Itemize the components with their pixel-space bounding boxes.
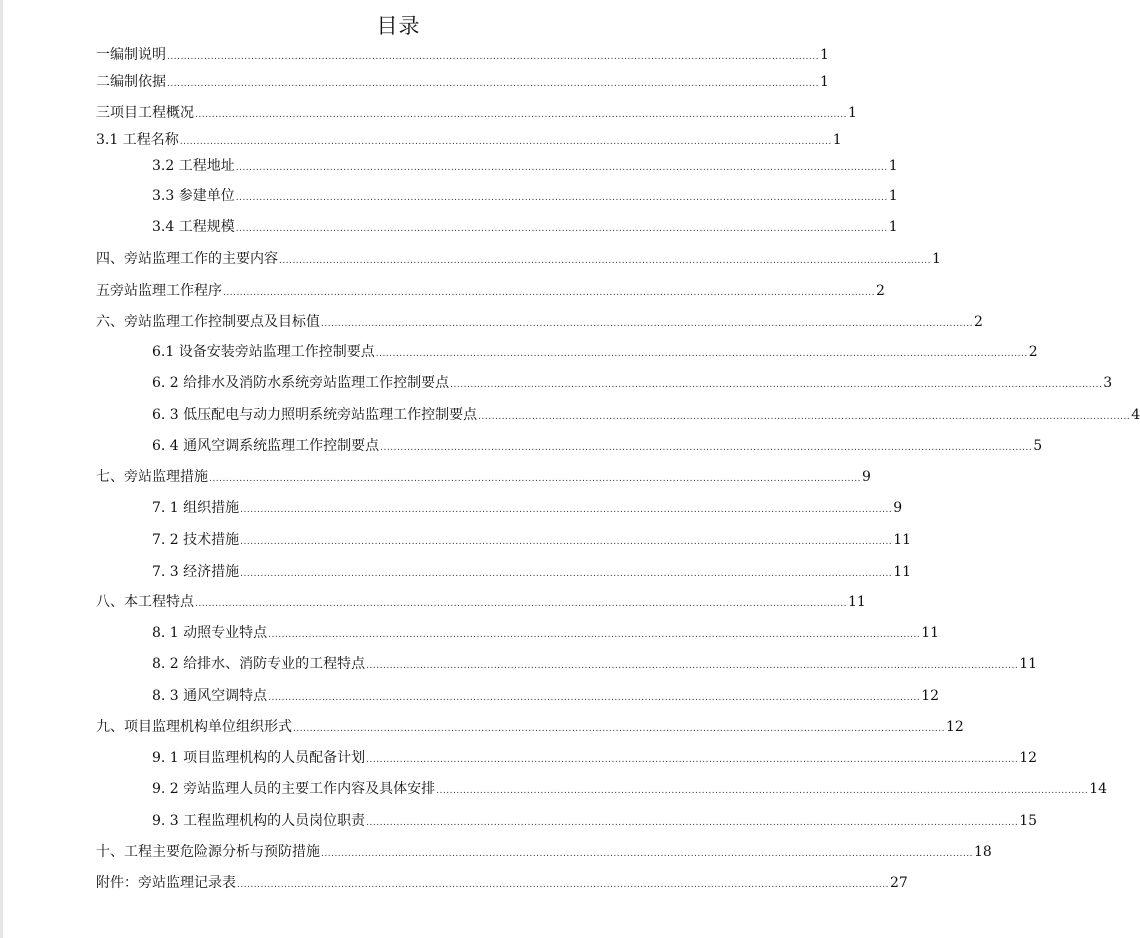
toc-leader-dots: .................................................................................................................................................................................................. [240, 569, 893, 579]
toc-entry-label: 7. 1 组织措施 [152, 500, 240, 516]
toc-entry[interactable] [152, 562, 912, 582]
toc-entry-page: 2 [974, 314, 983, 330]
toc-entry-page: 12 [946, 719, 964, 735]
toc-entry-page: 11 [921, 625, 940, 641]
toc-entry-page: 9 [862, 469, 871, 485]
toc-entry[interactable] [152, 342, 1038, 362]
toc-entry-page: 11 [848, 594, 866, 610]
toc-leader-dots: .................................................................................................................................................................................................. [380, 443, 1033, 453]
toc-entry-label: 四、旁站监理工作的主要内容 [96, 251, 278, 267]
toc-entry[interactable] [96, 130, 842, 150]
toc-leader-dots: .................................................................................................................................................................................................. [240, 537, 893, 547]
toc-title: 目录 [376, 14, 421, 38]
toc-leader-dots: .................................................................................................................................................................................................. [268, 693, 921, 703]
toc-entry-label: 六、旁站监理工作控制要点及目标值 [96, 314, 320, 330]
toc-leader-dots: .................................................................................................................................................................................................. [436, 786, 1089, 796]
toc-entry-page: 12 [1019, 750, 1038, 766]
toc-entry-page: 27 [890, 875, 908, 891]
toc-entry-page: 9 [893, 500, 903, 516]
toc-entry-page: 4 [1131, 407, 1140, 423]
toc-leader-dots: .................................................................................................................................................................................................. [237, 880, 890, 890]
toc-entry[interactable] [152, 623, 940, 643]
toc-entry-page: 1 [932, 251, 941, 267]
toc-entry-page: 11 [1019, 656, 1038, 672]
toc-entry-label: 十、工程主要危险源分析与预防措施 [96, 844, 320, 860]
toc-entry-label: 二编制依据 [96, 74, 166, 90]
toc-leader-dots: .................................................................................................................................................................................................. [167, 52, 820, 62]
toc-leader-dots: .................................................................................................................................................................................................. [321, 849, 974, 859]
toc-leader-dots: .................................................................................................................................................................................................. [195, 599, 848, 609]
toc-entry-page: 11 [893, 532, 912, 548]
toc-leader-dots: .................................................................................................................................................................................................. [450, 380, 1103, 390]
toc-entry[interactable] [152, 811, 1038, 831]
toc-entry-label: 6.1 设备安装旁站监理工作控制要点 [152, 344, 375, 360]
toc-entry[interactable] [96, 842, 992, 862]
toc-entry[interactable] [96, 312, 983, 332]
toc-leader-dots: .................................................................................................................................................................................................. [179, 137, 832, 147]
toc-entry[interactable] [96, 103, 857, 123]
toc-leader-dots: .................................................................................................................................................................................................. [235, 163, 888, 173]
toc-entry-page: 1 [848, 105, 857, 121]
toc-entry-page: 1 [888, 219, 898, 235]
toc-entry-label: 8. 1 动照专业特点 [152, 625, 268, 641]
toc-entry-label: 3.1 工程名称 [96, 132, 179, 148]
toc-entry-label: 9. 3 工程监理机构的人员岗位职责 [152, 813, 366, 829]
toc-entry[interactable] [152, 498, 903, 518]
toc-entry-label: 6. 3 低压配电与动力照明系统旁站监理工作控制要点 [152, 407, 478, 423]
toc-entry[interactable] [152, 654, 1038, 674]
toc-leader-dots: .................................................................................................................................................................................................. [375, 349, 1028, 359]
toc-leader-dots: .................................................................................................................................................................................................. [235, 193, 888, 203]
toc-entry-label: 9. 1 项目监理机构的人员配备计划 [152, 750, 366, 766]
toc-entry-page: 1 [832, 132, 842, 148]
toc-entry-label: 七、旁站监理措施 [96, 469, 208, 485]
toc-entry-label: 8. 2 给排水、消防专业的工程特点 [152, 656, 366, 672]
toc-leader-dots: .................................................................................................................................................................................................. [321, 319, 974, 329]
toc-leader-dots: .................................................................................................................................................................................................. [268, 630, 921, 640]
toc-entry[interactable] [152, 748, 1038, 768]
toc-entry-label: 6. 2 给排水及消防水系统旁站监理工作控制要点 [152, 375, 450, 391]
toc-entry-label: 9. 2 旁站监理人员的主要工作内容及具体安排 [152, 781, 436, 797]
toc-leader-dots: .................................................................................................................................................................................................. [366, 755, 1019, 765]
toc-entry[interactable] [96, 467, 871, 487]
toc-entry-label: 一编制说明 [96, 47, 166, 63]
toc-leader-dots: .................................................................................................................................................................................................. [195, 110, 848, 120]
toc-entry-label: 五旁站监理工作程序 [96, 283, 222, 299]
toc-leader-dots: .................................................................................................................................................................................................. [240, 505, 893, 515]
toc-entry-label: 7. 2 技术措施 [152, 532, 240, 548]
toc-leader-dots: .................................................................................................................................................................................................. [293, 724, 946, 734]
toc-entry-page: 11 [893, 564, 912, 580]
toc-entry-page: 2 [876, 283, 885, 299]
toc-entry[interactable] [152, 373, 1113, 393]
toc-entry[interactable] [152, 530, 912, 550]
toc-entry-page: 18 [974, 844, 992, 860]
toc-entry-label: 7. 3 经济措施 [152, 564, 240, 580]
toc-leader-dots: .................................................................................................................................................................................................. [235, 224, 888, 234]
toc-entry-page: 1 [888, 188, 898, 204]
toc-entry-page: 1 [888, 158, 898, 174]
toc-entry-page: 14 [1089, 781, 1108, 797]
toc-entry-label: 8. 3 通风空调特点 [152, 688, 268, 704]
toc-entry[interactable] [96, 592, 866, 612]
toc-entry[interactable] [152, 156, 898, 176]
toc-entry-label: 九、项目监理机构单位组织形式 [96, 719, 292, 735]
toc-entry[interactable] [152, 186, 898, 206]
toc-entry-page: 1 [820, 74, 829, 90]
toc-entry[interactable] [96, 873, 908, 893]
toc-leader-dots: .................................................................................................................................................................................................. [366, 661, 1019, 671]
toc-leader-dots: .................................................................................................................................................................................................. [366, 818, 1019, 828]
toc-entry-label: 三项目工程概况 [96, 105, 194, 121]
toc-entry[interactable] [152, 686, 940, 706]
toc-entry-label: 八、本工程特点 [96, 594, 194, 610]
toc-entry-page: 3 [1103, 375, 1113, 391]
toc-entry[interactable] [96, 72, 829, 92]
toc-entry[interactable] [152, 779, 1108, 799]
toc-leader-dots: .................................................................................................................................................................................................. [209, 474, 862, 484]
toc-leader-dots: .................................................................................................................................................................................................. [167, 79, 820, 89]
page-edge [0, 0, 3, 938]
toc-leader-dots: .................................................................................................................................................................................................. [478, 412, 1131, 422]
toc-entry[interactable] [96, 281, 885, 301]
toc-entry-page: 12 [921, 688, 940, 704]
toc-entry-page: 1 [820, 47, 829, 63]
toc-entry[interactable] [152, 217, 898, 237]
toc-entry[interactable] [152, 405, 1140, 425]
toc-entry-label: 6. 4 通风空调系统监理工作控制要点 [152, 438, 380, 454]
toc-entry[interactable] [96, 45, 829, 65]
toc-entry[interactable] [152, 436, 1043, 456]
toc-leader-dots: .................................................................................................................................................................................................. [223, 288, 876, 298]
toc-entry-page: 5 [1033, 438, 1043, 454]
toc-entry-label: 3.4 工程规模 [152, 219, 235, 235]
toc-entry-label: 3.3 参建单位 [152, 188, 235, 204]
toc-entry-page: 2 [1028, 344, 1038, 360]
toc-entry-label: 3.2 工程地址 [152, 158, 235, 174]
toc-leader-dots: .................................................................................................................................................................................................. [279, 256, 932, 266]
toc-entry-label: 附件：旁站监理记录表 [96, 875, 236, 891]
toc-entry[interactable] [96, 249, 941, 269]
toc-entry[interactable] [96, 717, 964, 737]
toc-entry-page: 15 [1019, 813, 1038, 829]
